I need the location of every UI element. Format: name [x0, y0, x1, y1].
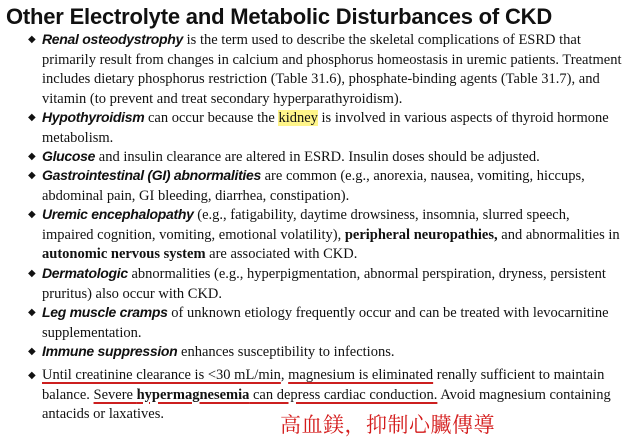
bullet-diamond-icon: ◆	[28, 370, 36, 381]
bullet-diamond-icon: ◆	[28, 346, 36, 357]
bullet-hypothyroidism	[28, 108, 622, 148]
handwritten-annotation: 高血鎂，抑制心臟傳導	[280, 409, 495, 439]
mg-text-3: Avoid magnesium containing antacids or laxatives.	[42, 386, 611, 422]
term-glucose: Glucose	[42, 148, 96, 164]
leg-text: of unknown etiology frequently occur and can be treated with levocarnitine supplementation.	[42, 305, 609, 341]
bullet-uremic-encephalopathy	[28, 205, 622, 265]
bullet-diamond-icon: ◆	[28, 34, 36, 45]
mg-text-2: renally sufficient to maintain balance.	[42, 367, 605, 403]
term-dermatologic: Dermatologic	[42, 265, 128, 281]
mg-underlined-3c: can depress cardiac conduction.	[249, 386, 438, 403]
highlight-kidney: kidney	[278, 110, 318, 126]
bullet-diamond-icon: ◆	[28, 112, 36, 123]
page-title: Other Electrolyte and Metabolic Disturbances of CKD	[6, 4, 553, 29]
bullet-immune	[28, 342, 622, 363]
glucose-text: and insulin clearance are altered in ESRD. Insulin doses should be adjusted.	[95, 149, 540, 165]
bullet-diamond-icon: ◆	[28, 209, 36, 220]
bullet-gi	[28, 166, 622, 206]
uremic-text-a: (e.g., fatigability, daytime drowsiness, insomnia, slurred speech, impaired cognition, vomiting, emotional volatility),	[42, 207, 570, 243]
mg-underlined-3a: Severe	[93, 386, 137, 403]
term-leg-cramps: Leg muscle cramps	[42, 304, 168, 320]
bullet-diamond-icon: ◆	[28, 170, 36, 181]
uremic-bold-a: peripheral neuropathies,	[344, 226, 498, 243]
mg-underlined-1: Until creatinine clearance is <30 mL/min	[42, 367, 281, 383]
hypo-text-a: can occur because the	[144, 110, 279, 126]
renal-text: is the term used to describe the skeletal complications of ESRD that primarily result from changes in calcium and phosphorus homeostasis in uremic patients. Treatment includes dietary phosphorus restriction (Table 31.6), phosphate-binding agents (Table 31.7), and vitamin (to prevent and treat secondary hyperparathyroidism).	[42, 32, 622, 107]
term-immune: Immune suppression	[42, 343, 178, 359]
term-uremic-encephalopathy: Uremic encephalopathy	[42, 206, 194, 222]
mg-underlined-3b: hypermagnesemia	[136, 386, 250, 403]
bullet-renal-osteodystrophy	[28, 30, 622, 109]
bullet-diamond-icon: ◆	[28, 268, 36, 279]
mg-underlined-2: magnesium is eliminated	[288, 367, 434, 383]
uremic-text-b: and abnormalities in	[497, 226, 620, 243]
term-renal-osteodystrophy: Renal osteodystrophy	[42, 31, 184, 47]
term-gi: Gastrointestinal (GI) abnormalities	[42, 167, 261, 183]
bullet-diamond-icon: ◆	[28, 307, 36, 318]
uremic-bold-b: autonomic nervous system	[42, 246, 206, 262]
bullet-diamond-icon: ◆	[28, 151, 36, 162]
bullet-dermatologic	[28, 264, 622, 304]
mg-text-1: ,	[280, 367, 289, 383]
bullet-glucose	[28, 147, 622, 168]
hypo-text-b: is involved in various aspects of thyroid hormone metabolism.	[42, 110, 609, 146]
gi-text: are common (e.g., anorexia, nausea, vomiting, hiccups, abdominal pain, GI bleeding, diarrhea, constipation).	[42, 168, 585, 204]
bullet-leg-cramps	[28, 303, 622, 343]
term-hypothyroidism: Hypothyroidism	[42, 109, 145, 125]
derm-text: abnormalities (e.g., hyperpigmentation, abnormal perspiration, dryness, persistent pruritus) also occur with CKD.	[42, 266, 606, 302]
uremic-text-c: are associated with CKD.	[205, 246, 358, 262]
immune-text: enhances susceptibility to infections.	[177, 344, 395, 360]
